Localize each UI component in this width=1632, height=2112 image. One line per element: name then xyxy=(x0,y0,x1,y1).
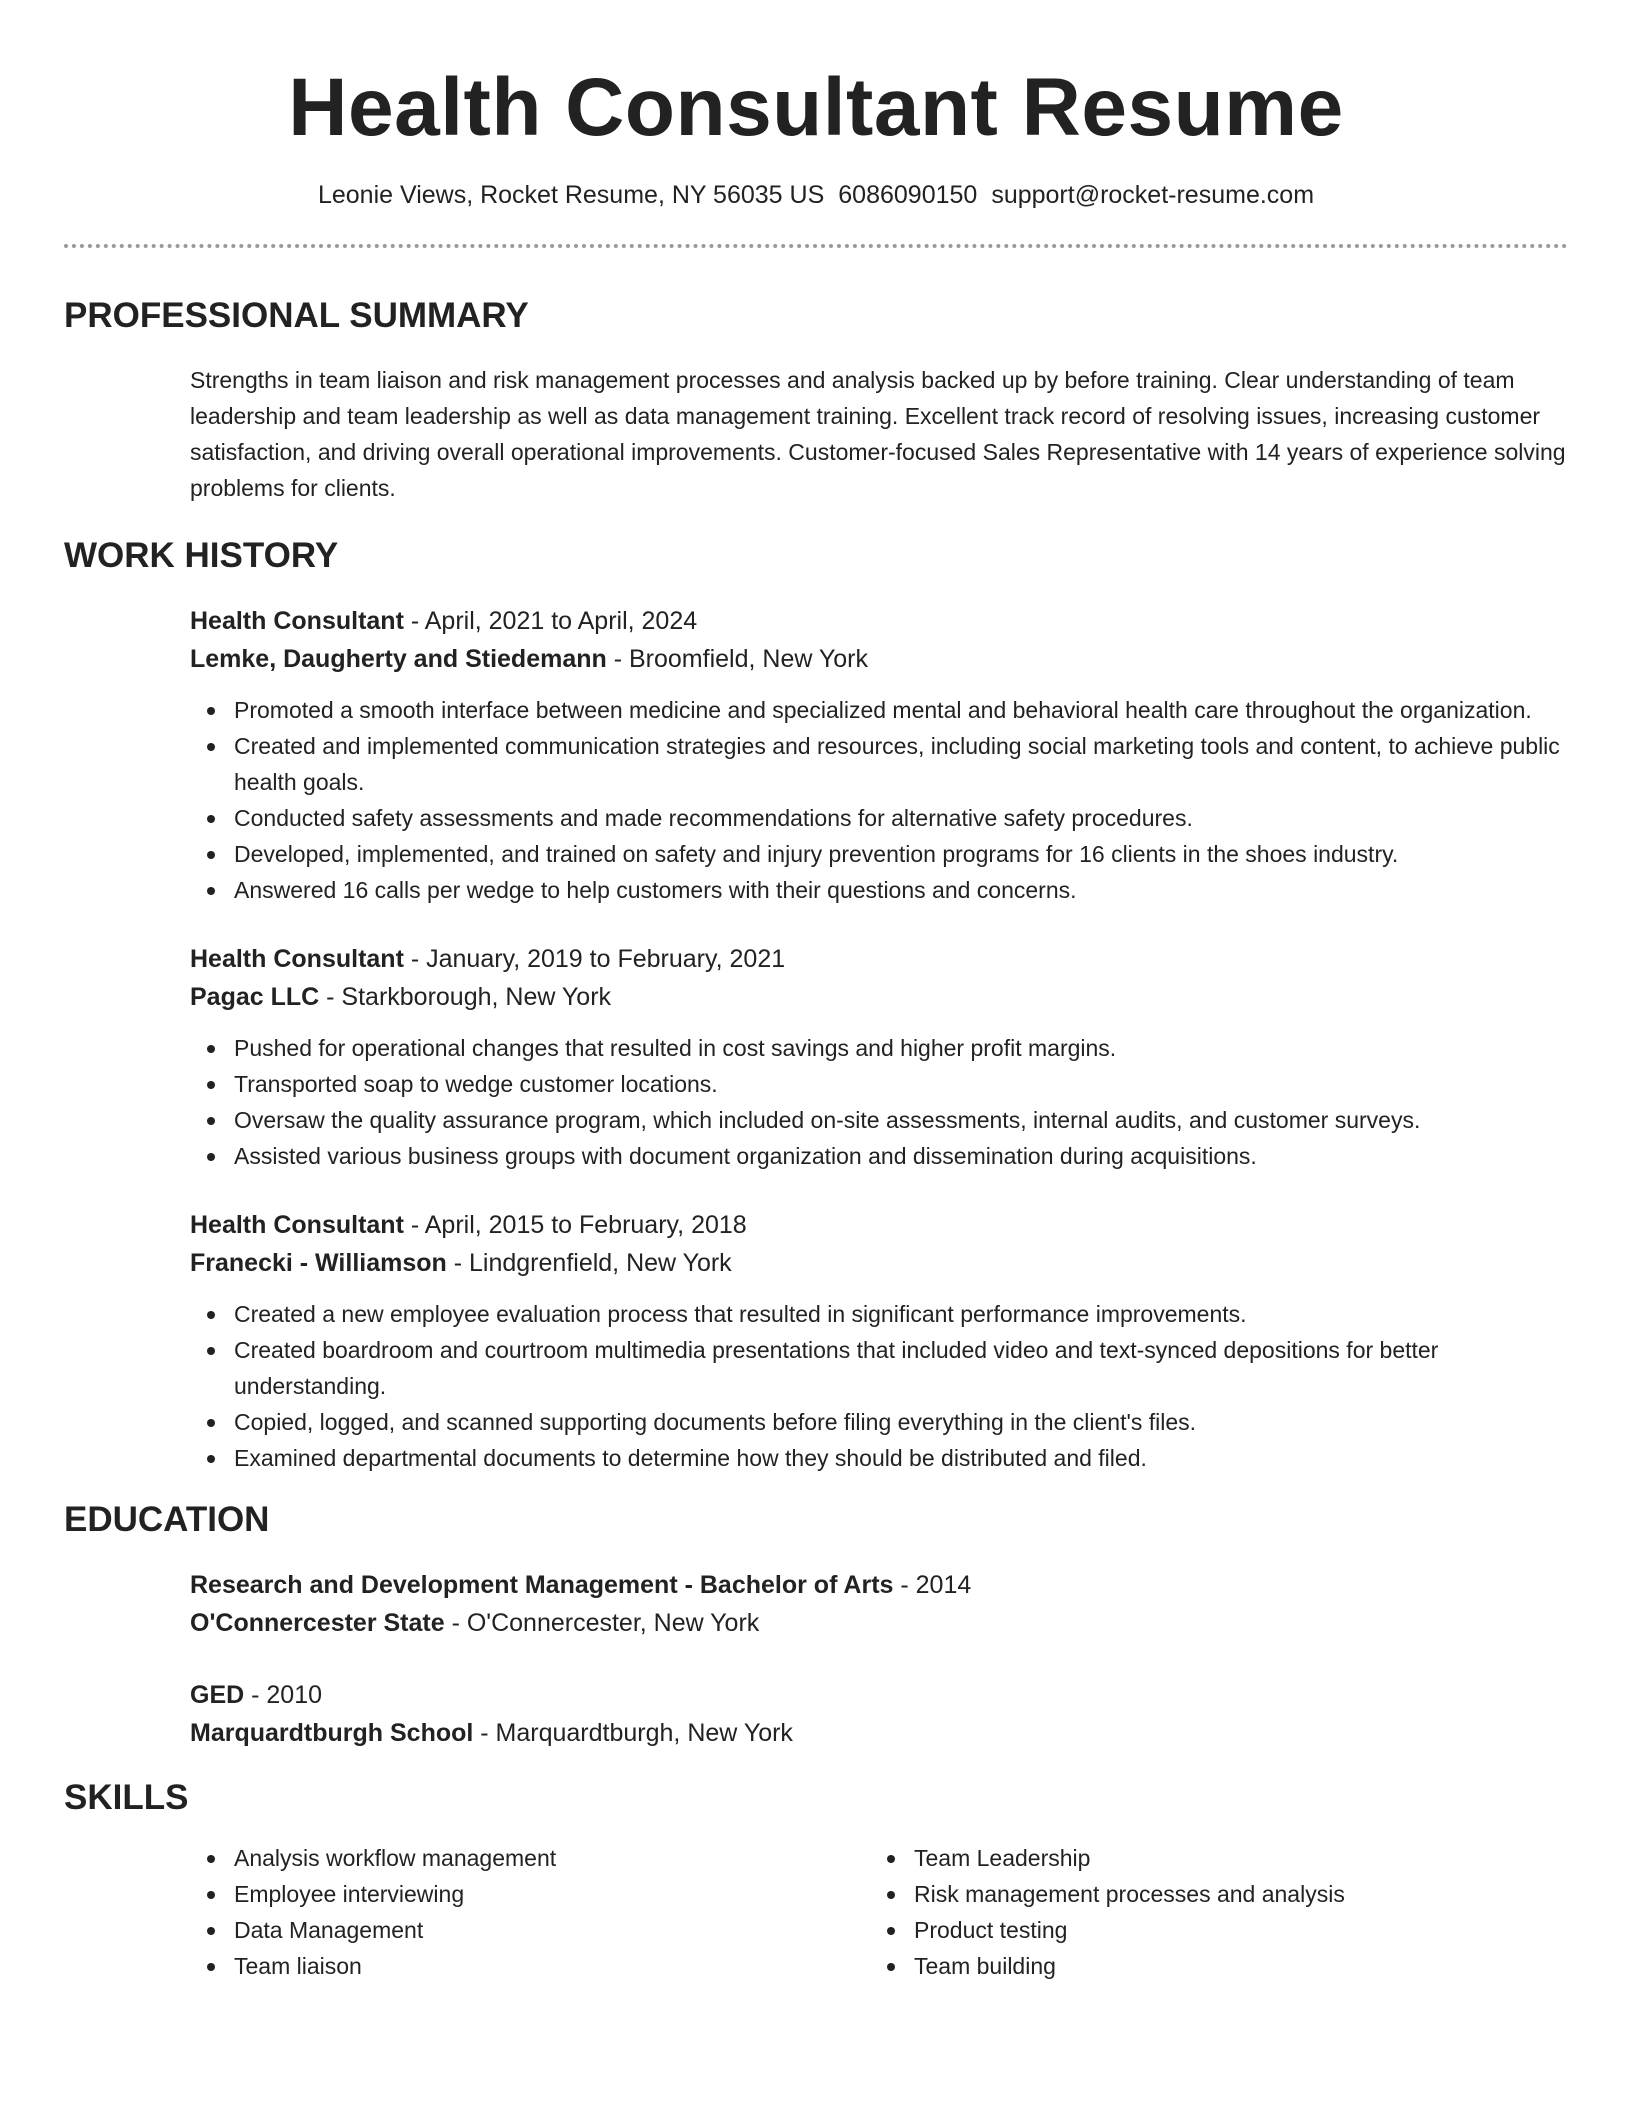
list-item: Oversaw the quality assurance program, which included on-site assessments, internal audits, and customer surveys. xyxy=(190,1102,1568,1138)
summary-text: Strengths in team liaison and risk management processes and analysis backed up by before training. Clear understanding of team leadership and team leadership as well as data management training. Excellent track record of resolving issues, increasing customer satisfaction, and driving overall operational improvements. Customer-focused Sales Representative with 14 years of experience solving problems for clients. xyxy=(190,367,1566,501)
job-entry xyxy=(190,602,1568,908)
education-school: O'Connercester State xyxy=(190,1609,445,1637)
education-school-line xyxy=(190,1604,1568,1642)
skills-columns xyxy=(190,1840,1568,1984)
list-item: Pushed for operational changes that resulted in cost savings and higher profit margins. xyxy=(190,1030,1568,1066)
job-company-line xyxy=(190,640,1568,678)
contact-line xyxy=(64,178,1568,212)
list-item: Analysis workflow management xyxy=(190,1840,870,1876)
contact-email: support@rocket-resume.com xyxy=(991,181,1315,209)
list-item: Product testing xyxy=(870,1912,1550,1948)
job-company-line xyxy=(190,1244,1568,1282)
job-location: - Lindgrenfield, New York xyxy=(446,1249,732,1277)
list-item: Transported soap to wedge customer locations. xyxy=(190,1066,1568,1102)
job-company-line xyxy=(190,978,1568,1016)
summary-section xyxy=(64,294,1568,506)
list-item: Team Leadership xyxy=(870,1840,1550,1876)
job-location: - Starkborough, New York xyxy=(319,983,612,1011)
job-title-line xyxy=(190,1206,1568,1244)
job-dates: - April, 2015 to February, 2018 xyxy=(403,1211,747,1239)
education-section xyxy=(64,1498,1568,1752)
job-title: Health Consultant xyxy=(190,945,404,973)
contact-address: Leonie Views, Rocket Resume, NY 56035 US xyxy=(317,181,825,209)
job-bullets xyxy=(190,1296,1568,1476)
header-divider xyxy=(64,244,1568,248)
job-bullets xyxy=(190,1030,1568,1174)
list-item: Data Management xyxy=(190,1912,870,1948)
education-location: - Marquardtburgh, New York xyxy=(473,1719,793,1747)
list-item: Team liaison xyxy=(190,1948,870,1984)
education-location: - O'Connercester, New York xyxy=(444,1609,760,1637)
list-item: Developed, implemented, and trained on safety and injury prevention programs for 16 clients in the shoes industry. xyxy=(190,836,1568,872)
education-year: - 2014 xyxy=(893,1571,972,1599)
page-title: Health Consultant Resume xyxy=(288,62,1344,153)
education-degree-line xyxy=(190,1676,1568,1714)
contact-phone: 6086090150 xyxy=(838,181,978,209)
education-entry xyxy=(190,1566,1568,1642)
list-item: Team building xyxy=(870,1948,1550,1984)
education-degree: GED xyxy=(190,1681,245,1709)
job-company: Pagac LLC xyxy=(190,983,320,1011)
skills-section xyxy=(64,1776,1568,1984)
education-entry xyxy=(190,1676,1568,1752)
summary-heading: PROFESSIONAL SUMMARY xyxy=(64,296,529,335)
list-item: Created a new employee evaluation process that resulted in significant performance improvements. xyxy=(190,1296,1568,1332)
list-item: Risk management processes and analysis xyxy=(870,1876,1550,1912)
education-degree-line xyxy=(190,1566,1568,1604)
job-dates: - April, 2021 to April, 2024 xyxy=(403,607,698,635)
skills-column-right xyxy=(870,1840,1550,1984)
list-item: Copied, logged, and scanned supporting documents before filing everything in the client's files. xyxy=(190,1404,1568,1440)
education-degree: Research and Development Management - Bachelor of Arts xyxy=(190,1571,894,1599)
job-title: Health Consultant xyxy=(190,1211,404,1239)
list-item: Created and implemented communication strategies and resources, including social marketing tools and content, to achieve public health goals. xyxy=(190,728,1568,800)
education-year: - 2010 xyxy=(244,1681,323,1709)
skills-heading: SKILLS xyxy=(64,1778,189,1817)
job-title-line xyxy=(190,940,1568,978)
work-heading: WORK HISTORY xyxy=(64,536,339,575)
list-item: Employee interviewing xyxy=(190,1876,870,1912)
education-heading: EDUCATION xyxy=(64,1500,270,1539)
list-item: Assisted various business groups with document organization and dissemination during acquisitions. xyxy=(190,1138,1568,1174)
job-company: Lemke, Daugherty and Stiedemann xyxy=(190,645,607,673)
job-title: Health Consultant xyxy=(190,607,404,635)
list-item: Examined departmental documents to determine how they should be distributed and filed. xyxy=(190,1440,1568,1476)
job-bullets xyxy=(190,692,1568,908)
job-title-line xyxy=(190,602,1568,640)
job-entry xyxy=(190,1206,1568,1476)
education-school: Marquardtburgh School xyxy=(190,1719,474,1747)
job-dates: - January, 2019 to February, 2021 xyxy=(403,945,786,973)
resume-page xyxy=(64,0,1568,1984)
list-item: Created boardroom and courtroom multimedia presentations that included video and text-synced depositions for better understanding. xyxy=(190,1332,1568,1404)
job-company: Franecki - Williamson xyxy=(190,1249,447,1277)
job-location: - Broomfield, New York xyxy=(606,645,868,673)
list-item: Answered 16 calls per wedge to help customers with their questions and concerns. xyxy=(190,872,1568,908)
skills-column-left xyxy=(190,1840,870,1984)
education-school-line xyxy=(190,1714,1568,1752)
work-section xyxy=(64,534,1568,1476)
job-entry xyxy=(190,940,1568,1174)
list-item: Promoted a smooth interface between medicine and specialized mental and behavioral health care throughout the organization. xyxy=(190,692,1568,728)
list-item: Conducted safety assessments and made recommendations for alternative safety procedures. xyxy=(190,800,1568,836)
